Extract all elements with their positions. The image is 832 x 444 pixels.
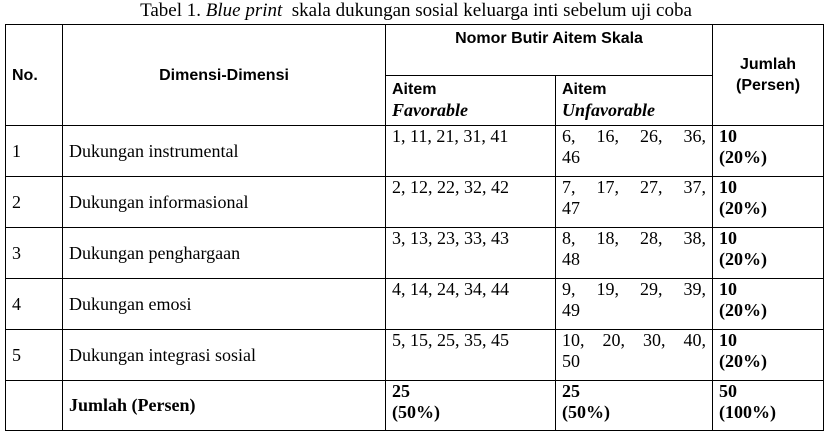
row-unfav-line2: 46 bbox=[562, 147, 580, 167]
row-no: 2 bbox=[6, 177, 63, 228]
total-unfav-persen: (50%) bbox=[562, 402, 610, 422]
total-fav-persen: (50%) bbox=[392, 402, 440, 422]
row-unfavorable bbox=[556, 126, 713, 177]
row-unfavorable bbox=[556, 330, 713, 381]
header-nomor-butir: Nomor Butir Aitem Skala bbox=[386, 25, 713, 76]
table-row bbox=[6, 228, 824, 279]
table-row bbox=[6, 126, 824, 177]
total-jumlah-count: 50 bbox=[719, 381, 738, 401]
row-jumlah-count: 10 bbox=[719, 330, 738, 350]
row-no: 3 bbox=[6, 228, 63, 279]
total-unfav-count: 25 bbox=[562, 381, 580, 401]
header-favorable bbox=[386, 76, 556, 126]
caption-suffix: skala dukungan sosial keluarga inti sebelum uji coba bbox=[282, 0, 692, 21]
row-jumlah-persen: (20%) bbox=[719, 300, 768, 320]
caption-prefix: Tabel 1. bbox=[140, 0, 206, 21]
row-no: 5 bbox=[6, 330, 63, 381]
header-favorable-line2: Favorable bbox=[392, 100, 468, 120]
caption-italic: Blue print bbox=[205, 0, 283, 21]
row-jumlah bbox=[713, 330, 824, 381]
row-dimensi: Dukungan integrasi sosial bbox=[63, 330, 386, 381]
header-jumlah-line2: (Persen) bbox=[736, 77, 801, 94]
total-label: Jumlah (Persen) bbox=[63, 381, 386, 431]
row-jumlah-count: 10 bbox=[719, 228, 738, 248]
header-jumlah-line1: Jumlah bbox=[740, 56, 797, 73]
row-favorable: 4, 14, 24, 34, 44 bbox=[386, 279, 556, 330]
header-dimensi: Dimensi-Dimensi bbox=[63, 25, 386, 126]
header-favorable-line1: Aitem bbox=[392, 81, 437, 98]
row-jumlah bbox=[713, 279, 824, 330]
row-unfav-line1: 9, 19, 29, 39, bbox=[562, 279, 707, 299]
row-unfav-line2: 48 bbox=[562, 249, 580, 269]
row-jumlah-persen: (20%) bbox=[719, 147, 768, 167]
row-dimensi: Dukungan penghargaan bbox=[63, 228, 386, 279]
row-jumlah-persen: (20%) bbox=[719, 351, 768, 371]
row-no: 4 bbox=[6, 279, 63, 330]
row-jumlah-count: 10 bbox=[719, 126, 738, 146]
header-unfavorable-line2: Unfavorable bbox=[562, 100, 655, 120]
header-no: No. bbox=[6, 25, 63, 126]
header-row-1 bbox=[6, 25, 824, 76]
row-no: 1 bbox=[6, 126, 63, 177]
row-favorable: 1, 11, 21, 31, 41 bbox=[386, 126, 556, 177]
row-jumlah-count: 10 bbox=[719, 177, 738, 197]
row-jumlah-persen: (20%) bbox=[719, 198, 768, 218]
total-jumlah-persen: (100%) bbox=[719, 402, 777, 422]
table-row bbox=[6, 330, 824, 381]
row-unfavorable bbox=[556, 279, 713, 330]
row-favorable: 2, 12, 22, 32, 42 bbox=[386, 177, 556, 228]
row-favorable: 5, 15, 25, 35, 45 bbox=[386, 330, 556, 381]
row-unfav-line1: 10, 20, 30, 40, bbox=[562, 330, 707, 350]
header-unfavorable-line1: Aitem bbox=[562, 81, 607, 98]
table-caption bbox=[0, 0, 832, 22]
row-jumlah bbox=[713, 228, 824, 279]
total-favorable bbox=[386, 381, 556, 431]
blueprint-table bbox=[5, 24, 824, 431]
row-unfavorable bbox=[556, 177, 713, 228]
row-unfav-line1: 6, 16, 26, 36, bbox=[562, 126, 707, 146]
header-jumlah bbox=[713, 25, 824, 126]
total-row bbox=[6, 381, 824, 431]
table-row bbox=[6, 279, 824, 330]
total-unfavorable bbox=[556, 381, 713, 431]
table-row bbox=[6, 177, 824, 228]
row-unfav-line2: 49 bbox=[562, 300, 580, 320]
row-unfav-line1: 7, 17, 27, 37, bbox=[562, 177, 707, 197]
row-unfav-line2: 47 bbox=[562, 198, 580, 218]
row-favorable: 3, 13, 23, 33, 43 bbox=[386, 228, 556, 279]
row-jumlah bbox=[713, 177, 824, 228]
row-unfav-line1: 8, 18, 28, 38, bbox=[562, 228, 707, 248]
row-dimensi: Dukungan emosi bbox=[63, 279, 386, 330]
row-dimensi: Dukungan informasional bbox=[63, 177, 386, 228]
total-fav-count: 25 bbox=[392, 381, 410, 401]
row-jumlah-persen: (20%) bbox=[719, 249, 768, 269]
row-unfavorable bbox=[556, 228, 713, 279]
header-unfavorable bbox=[556, 76, 713, 126]
total-no bbox=[6, 381, 63, 431]
total-jumlah bbox=[713, 381, 824, 431]
row-jumlah-count: 10 bbox=[719, 279, 738, 299]
row-unfav-line2: 50 bbox=[562, 351, 580, 371]
row-jumlah bbox=[713, 126, 824, 177]
row-dimensi: Dukungan instrumental bbox=[63, 126, 386, 177]
